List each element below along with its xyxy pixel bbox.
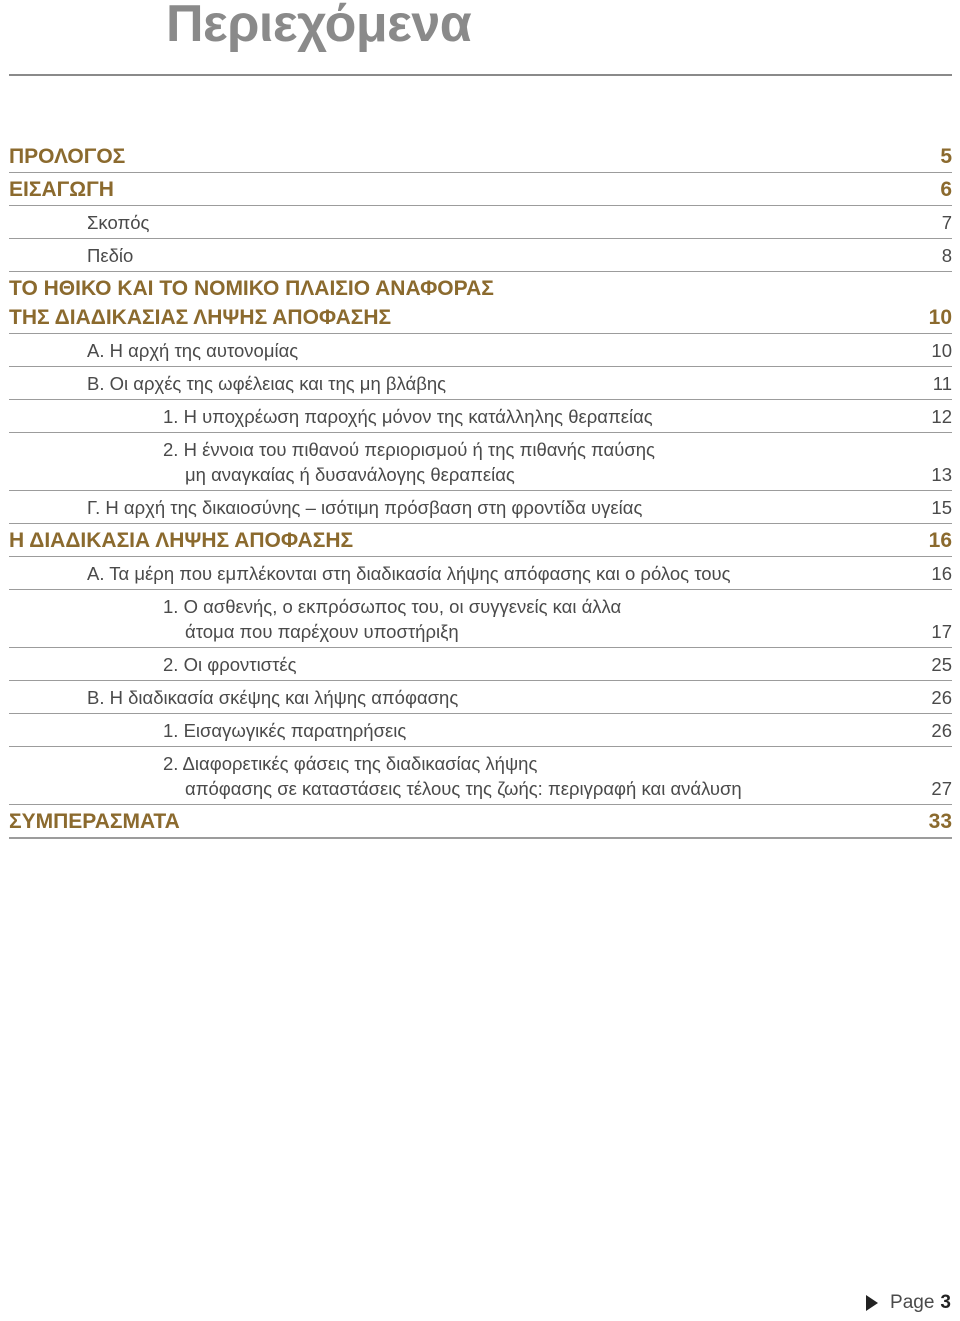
toc-entry-line: ΕΙΣΑΓΩΓΗ xyxy=(9,178,114,201)
toc-page-number: 25 xyxy=(931,654,952,675)
toc-page-number: 10 xyxy=(931,340,952,361)
toc-entry-line: ΣΥΜΠΕΡΑΣΜΑΤΑ xyxy=(9,810,180,833)
toc-entry-title xyxy=(9,243,133,268)
toc-entry-line: μη αναγκαίας ή δυσανάλογης θεραπείας xyxy=(185,464,515,485)
page-title: Περιεχόμενα xyxy=(166,0,472,53)
toc-page-number: 33 xyxy=(928,810,952,833)
toc-entry[interactable] xyxy=(9,557,952,590)
toc-page-number: 12 xyxy=(931,406,952,427)
toc-entry-line: 1. Ο ασθενής, ο εκπρόσωπος του, οι συγγενείς και άλλα xyxy=(163,596,622,617)
play-triangle-icon xyxy=(866,1295,878,1311)
toc-entry-line: 1. Εισαγωγικές παρατηρήσεις xyxy=(163,720,407,741)
toc-entry-title xyxy=(9,751,742,801)
toc-entry[interactable] xyxy=(9,367,952,400)
toc-entry-line: Σκοπός xyxy=(87,212,150,233)
toc-entry-title xyxy=(9,652,297,677)
toc-entry-title xyxy=(9,404,653,429)
toc-entry-line: 1. Η υποχρέωση παροχής μόνον της κατάλληλης θεραπείας xyxy=(163,406,653,427)
toc-entry[interactable] xyxy=(9,140,952,173)
toc-entry-title xyxy=(9,338,298,363)
toc-entry[interactable] xyxy=(9,747,952,805)
toc-entry[interactable] xyxy=(9,681,952,714)
toc-page-number: 16 xyxy=(928,529,952,552)
toc-entry[interactable] xyxy=(9,206,952,239)
title-divider xyxy=(9,74,952,76)
toc-entry-title xyxy=(9,175,114,204)
toc-entry-line: Πεδίο xyxy=(87,245,134,266)
toc-entry-line: άτομα που παρέχουν υποστήριξη xyxy=(185,621,459,642)
toc-entry-line: 2. Οι φροντιστές xyxy=(163,654,297,675)
toc-entry-line: 2. Διαφορετικές φάσεις της διαδικασίας λήψης xyxy=(163,753,538,774)
toc-entry-title xyxy=(9,594,621,644)
toc-entry-line: Α. Η αρχή της αυτονομίας xyxy=(87,340,299,361)
toc-entry-line: Α. Τα μέρη που εμπλέκονται στη διαδικασία λήψης απόφασης και ο ρόλος τους xyxy=(87,563,731,584)
toc-entry-title xyxy=(9,561,731,586)
toc-entry[interactable] xyxy=(9,400,952,433)
toc-entry-title xyxy=(9,685,458,710)
toc-page-number: 13 xyxy=(931,464,952,485)
toc-entry-line: Η ΔΙΑΔΙΚΑΣΙΑ ΛΗΨΗΣ ΑΠΟΦΑΣΗΣ xyxy=(9,529,354,552)
toc-page-number: 26 xyxy=(931,687,952,708)
table-of-contents xyxy=(9,140,952,839)
toc-entry[interactable] xyxy=(9,239,952,272)
toc-entry-line: Β. Οι αρχές της ωφέλειας και της μη βλάβης xyxy=(87,373,447,394)
toc-page-number: 11 xyxy=(932,373,952,394)
toc-entry-title xyxy=(9,526,353,555)
toc-page-number: 5 xyxy=(940,145,952,168)
toc-entry-line: απόφασης σε καταστάσεις τέλους της ζωής: περιγραφή και ανάλυση xyxy=(185,778,742,799)
toc-entry[interactable] xyxy=(9,714,952,747)
toc-page-number: 15 xyxy=(931,497,952,518)
toc-entry[interactable] xyxy=(9,524,952,557)
toc-page-number: 27 xyxy=(931,778,952,799)
page-footer xyxy=(866,1292,951,1314)
toc-entry-title xyxy=(9,807,180,836)
toc-entry[interactable] xyxy=(9,272,952,334)
toc-page-number: 8 xyxy=(941,245,952,266)
toc-entry[interactable] xyxy=(9,590,952,648)
toc-entry-line: ΠΡΟΛΟΓΟΣ xyxy=(9,145,126,168)
toc-entry-line: Β. Η διαδικασία σκέψης και λήψης απόφασης xyxy=(87,687,459,708)
toc-entry-line: ΤΟ ΗΘΙΚΟ ΚΑΙ ΤΟ ΝΟΜΙΚΟ ΠΛΑΙΣΙΟ ΑΝΑΦΟΡΑΣ xyxy=(9,277,494,300)
toc-page-number: 17 xyxy=(931,621,952,642)
page-number: 3 xyxy=(940,1292,951,1313)
toc-entry[interactable] xyxy=(9,648,952,681)
toc-page-number: 10 xyxy=(928,306,952,329)
toc-entry-title xyxy=(9,142,125,171)
page-label: Page xyxy=(890,1292,935,1313)
toc-entry-title xyxy=(9,437,655,487)
toc-page-number: 16 xyxy=(931,563,952,584)
toc-entry-title xyxy=(9,718,406,743)
toc-entry-title xyxy=(9,274,494,332)
toc-page-number: 6 xyxy=(940,178,952,201)
toc-entry-line: ΤΗΣ ΔΙΑΔΙΚΑΣΙΑΣ ΛΗΨΗΣ ΑΠΟΦΑΣΗΣ xyxy=(9,306,392,329)
toc-entry[interactable] xyxy=(9,433,952,491)
toc-entry[interactable] xyxy=(9,334,952,367)
toc-entry-line: 2. Η έννοια του πιθανού περιορισμού ή της πιθανής παύσης xyxy=(163,439,655,460)
toc-entry[interactable] xyxy=(9,805,952,839)
toc-entry-title xyxy=(9,210,149,235)
toc-entry-title xyxy=(9,371,446,396)
toc-page-number: 26 xyxy=(931,720,952,741)
toc-page-number: 7 xyxy=(941,212,952,233)
toc-entry-title xyxy=(9,495,642,520)
toc-entry[interactable] xyxy=(9,173,952,206)
toc-entry[interactable] xyxy=(9,491,952,524)
toc-entry-line: Γ. Η αρχή της δικαιοσύνης – ισότιμη πρόσβαση στη φροντίδα υγείας xyxy=(87,497,643,518)
